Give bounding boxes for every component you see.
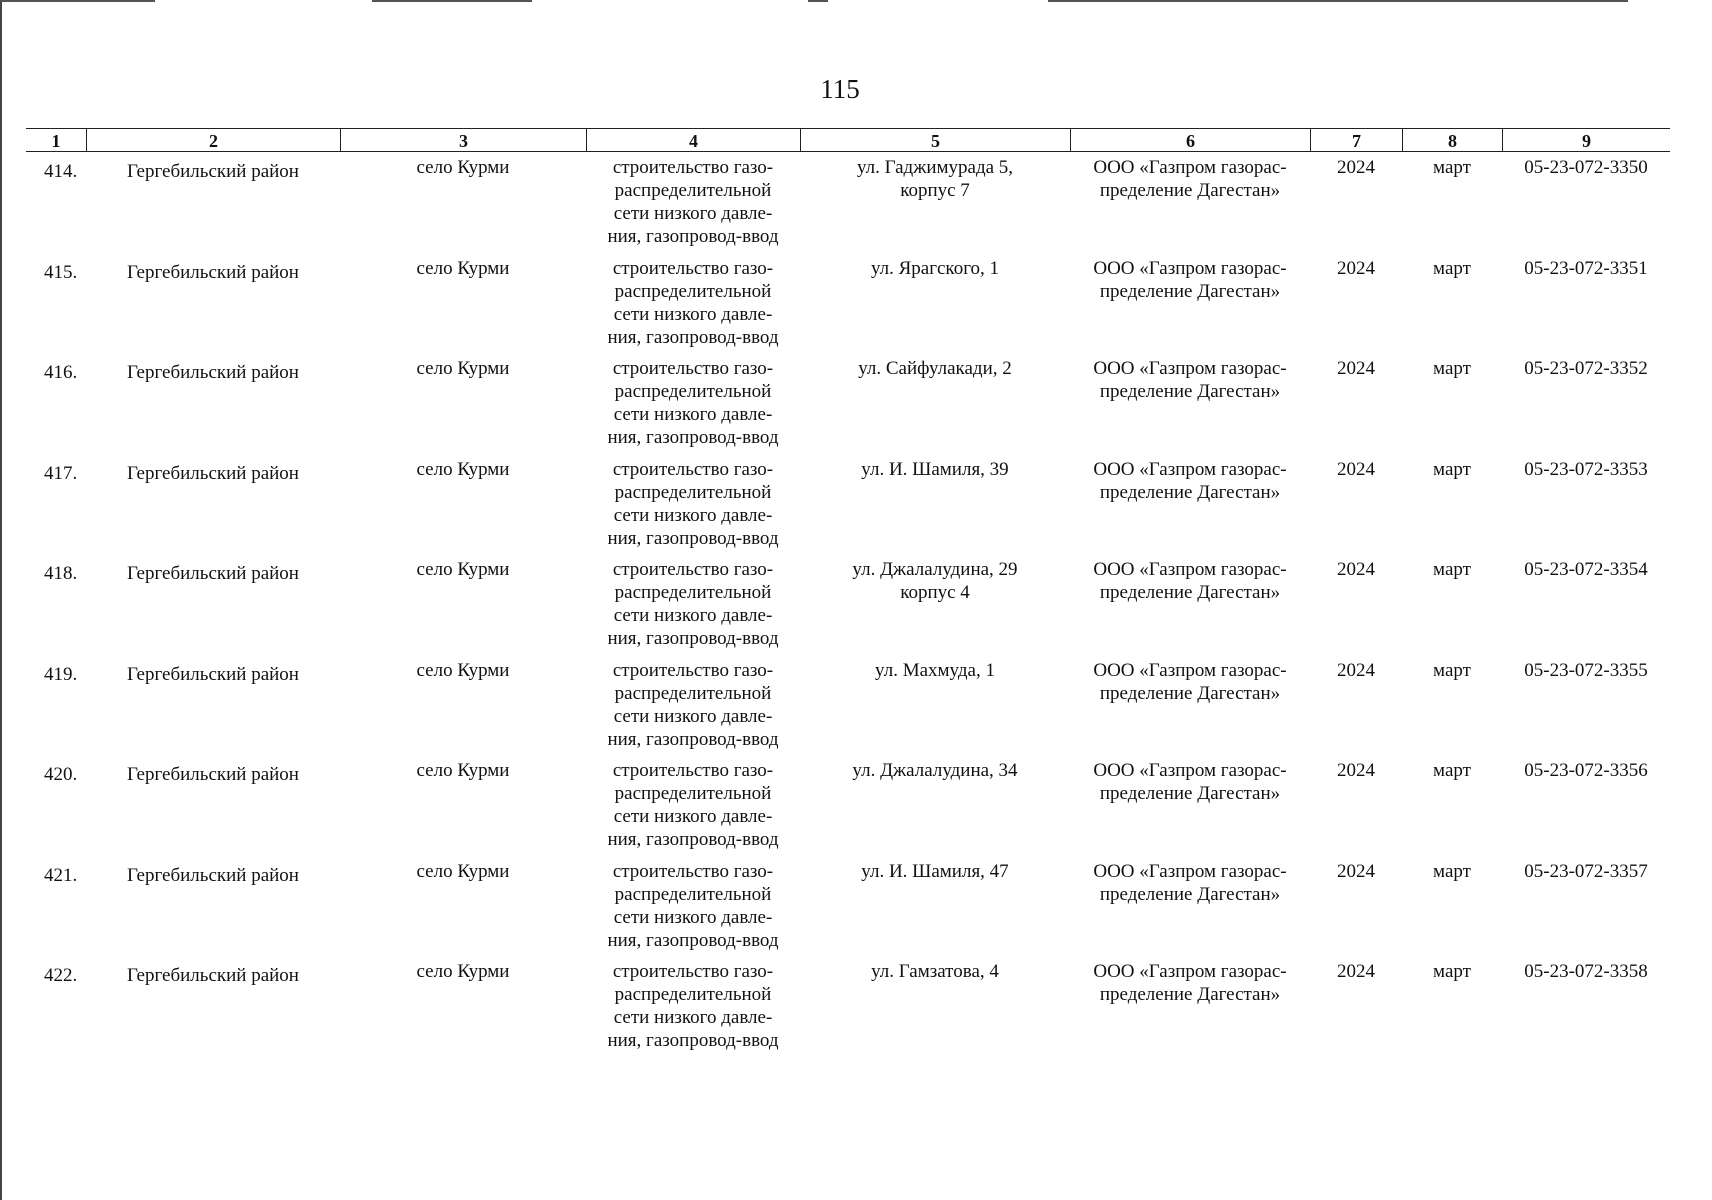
work-description-cell: строительство газо- распределительной сети низкого давле- ния, газопровод-ввод (607, 358, 779, 448)
year-cell: 2024 (1337, 659, 1375, 681)
locality-cell: село Курми (416, 358, 510, 379)
district-cell: Гергебильский район (127, 864, 299, 886)
row-number: 416. (44, 362, 78, 383)
row-number: 422. (44, 965, 78, 986)
work-description-cell: строительство газо- распределительной сети низкого давле- ния, газопровод-ввод (607, 760, 779, 850)
row-number: 414. (44, 161, 78, 182)
month-cell: март (1433, 157, 1471, 178)
address-cell: ул. Ярагского, 1 (870, 257, 1000, 279)
organization-cell: ООО «Газпром газорас- пределение Дагестан» (1093, 659, 1287, 704)
code-cell: 05-23-072-3353 (1524, 458, 1648, 480)
data-table (26, 128, 1670, 1057)
header-col-2: 2 (86, 129, 340, 151)
work-description-cell: строительство газо- распределительной сети низкого давле- ния, газопровод-ввод (607, 257, 779, 348)
locality-cell: село Курми (416, 760, 510, 781)
month-cell: март (1433, 358, 1471, 379)
organization-cell: ООО «Газпром газорас- пределение Дагестан» (1093, 257, 1287, 302)
table-row (26, 956, 1670, 1057)
table-row (26, 655, 1670, 756)
table-row (26, 152, 1670, 253)
work-description-cell: строительство газо- распределительной сети низкого давле- ния, газопровод-ввод (607, 458, 779, 549)
scan-top-rule (0, 0, 155, 2)
table-row (26, 856, 1670, 957)
address-cell: ул. Джалалудина, 34 (852, 760, 1018, 781)
row-number: 418. (44, 563, 78, 584)
district-cell: Гергебильский район (127, 462, 299, 484)
locality-cell: село Курми (416, 257, 510, 279)
month-cell: март (1433, 760, 1471, 781)
work-description-cell: строительство газо- распределительной сети низкого давле- ния, газопровод-ввод (607, 860, 779, 951)
organization-cell: ООО «Газпром газорас- пределение Дагестан» (1093, 559, 1287, 603)
scan-left-edge (0, 0, 2, 1200)
table-row (26, 353, 1670, 454)
code-cell: 05-23-072-3351 (1524, 257, 1648, 279)
year-cell: 2024 (1337, 458, 1375, 480)
month-cell: март (1433, 961, 1471, 982)
work-description-cell: строительство газо- распределительной сети низкого давле- ния, газопровод-ввод (607, 157, 779, 247)
district-cell: Гергебильский район (127, 362, 299, 383)
locality-cell: село Курми (416, 157, 510, 178)
code-cell: 05-23-072-3356 (1524, 760, 1648, 781)
organization-cell: ООО «Газпром газорас- пределение Дагестан» (1093, 961, 1287, 1005)
work-description-cell: строительство газо- распределительной сети низкого давле- ния, газопровод-ввод (607, 559, 779, 649)
month-cell: март (1433, 458, 1471, 480)
header-col-1: 1 (51, 131, 61, 151)
year-cell: 2024 (1337, 961, 1375, 982)
table-body (26, 152, 1670, 1057)
locality-cell: село Курми (416, 559, 510, 580)
address-cell: ул. И. Шамиля, 47 (861, 860, 1009, 882)
code-cell: 05-23-072-3358 (1524, 961, 1648, 982)
header-col-8: 8 (1402, 129, 1502, 151)
scan-top-rule (372, 0, 532, 2)
address-cell: ул. Махмуда, 1 (875, 659, 995, 681)
header-col-4: 4 (586, 129, 800, 151)
month-cell: март (1433, 659, 1471, 681)
locality-cell: село Курми (416, 860, 510, 882)
scan-top-rule (1048, 0, 1628, 2)
code-cell: 05-23-072-3355 (1524, 659, 1648, 681)
locality-cell: село Курми (416, 659, 510, 681)
table-row (26, 554, 1670, 655)
district-cell: Гергебильский район (127, 764, 299, 785)
month-cell: март (1433, 559, 1471, 580)
code-cell: 05-23-072-3354 (1524, 559, 1648, 580)
district-cell: Гергебильский район (127, 965, 299, 986)
district-cell: Гергебильский район (127, 563, 299, 584)
page-number: 115 (820, 74, 860, 104)
code-cell: 05-23-072-3357 (1524, 860, 1648, 882)
scan-top-rule (808, 0, 828, 2)
row-number: 421. (44, 864, 78, 886)
address-cell: ул. Гаджимурада 5, корпус 7 (856, 157, 1014, 201)
table-row (26, 253, 1670, 354)
table-header (26, 128, 1670, 152)
work-description-cell: строительство газо- распределительной сети низкого давле- ния, газопровод-ввод (607, 961, 779, 1051)
year-cell: 2024 (1337, 358, 1375, 379)
organization-cell: ООО «Газпром газорас- пределение Дагестан» (1093, 760, 1287, 804)
row-number: 420. (44, 764, 78, 785)
year-cell: 2024 (1337, 257, 1375, 279)
district-cell: Гергебильский район (127, 663, 299, 685)
address-cell: ул. Джалалудина, 29 корпус 4 (852, 559, 1018, 603)
locality-cell: село Курми (416, 458, 510, 480)
year-cell: 2024 (1337, 559, 1375, 580)
month-cell: март (1433, 257, 1471, 279)
district-cell: Гергебильский район (127, 261, 299, 283)
header-col-5: 5 (800, 129, 1070, 151)
month-cell: март (1433, 860, 1471, 882)
year-cell: 2024 (1337, 157, 1375, 178)
organization-cell: ООО «Газпром газорас- пределение Дагестан» (1093, 458, 1287, 503)
code-cell: 05-23-072-3352 (1524, 358, 1648, 379)
table-row (26, 755, 1670, 856)
organization-cell: ООО «Газпром газорас- пределение Дагестан» (1093, 860, 1287, 905)
header-col-9: 9 (1502, 129, 1670, 151)
address-cell: ул. Сайфулакади, 2 (858, 358, 1012, 379)
work-description-cell: строительство газо- распределительной сети низкого давле- ния, газопровод-ввод (607, 659, 779, 750)
organization-cell: ООО «Газпром газорас- пределение Дагестан» (1093, 358, 1287, 402)
address-cell: ул. И. Шамиля, 39 (861, 458, 1009, 480)
year-cell: 2024 (1337, 860, 1375, 882)
row-number: 417. (44, 462, 78, 484)
address-cell: ул. Гамзатова, 4 (871, 961, 999, 982)
year-cell: 2024 (1337, 760, 1375, 781)
header-col-6: 6 (1070, 129, 1310, 151)
row-number: 419. (44, 663, 78, 685)
header-col-7: 7 (1310, 129, 1402, 151)
locality-cell: село Курми (416, 961, 510, 982)
row-number: 415. (44, 261, 78, 283)
district-cell: Гергебильский район (127, 161, 299, 182)
table-row (26, 454, 1670, 555)
header-col-3: 3 (340, 129, 586, 151)
organization-cell: ООО «Газпром газорас- пределение Дагестан» (1093, 157, 1287, 201)
code-cell: 05-23-072-3350 (1524, 157, 1648, 178)
